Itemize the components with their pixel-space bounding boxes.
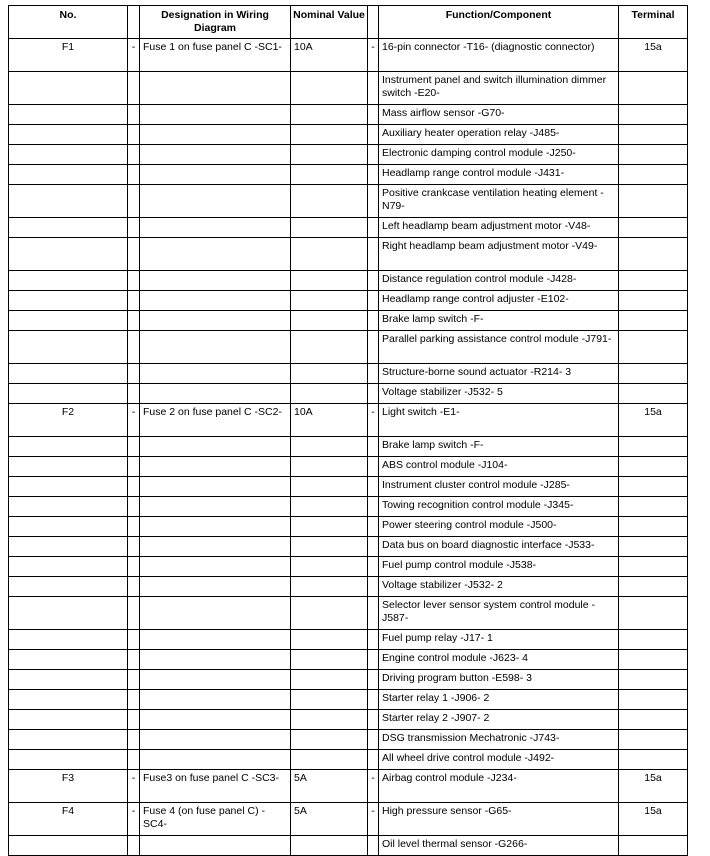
fuse-number-cell [9,185,128,218]
designation-cell [140,384,291,404]
dash-cell [128,271,140,291]
table-row [9,670,688,690]
fuse-number-cell [9,750,128,770]
header-nominal: Nominal Value [291,6,368,39]
designation-cell [140,364,291,384]
dash-cell [368,125,379,145]
terminal-cell [619,497,688,517]
fuse-number-cell [9,311,128,331]
designation-cell [140,557,291,577]
dash-cell [128,836,140,856]
dash-cell [368,185,379,218]
fuse-number-cell [9,517,128,537]
header-spacer [368,6,379,39]
fuse-number-cell [9,537,128,557]
nominal-value-cell [291,271,368,291]
terminal-cell [619,331,688,364]
nominal-value-cell [291,311,368,331]
designation-cell [140,145,291,165]
table-row [9,517,688,537]
dash-cell [128,331,140,364]
header-spacer [128,6,140,39]
designation-cell [140,72,291,105]
function-component-cell: High pressure sensor -G65- [379,803,619,836]
dash-cell [368,750,379,770]
fuse-number-cell [9,145,128,165]
function-component-cell: Instrument cluster control module -J285- [379,477,619,497]
function-component-cell: All wheel drive control module -J492- [379,750,619,770]
terminal-cell [619,185,688,218]
designation-cell [140,457,291,477]
designation-cell [140,750,291,770]
dash-cell [128,72,140,105]
nominal-value-cell [291,457,368,477]
dash-cell [368,497,379,517]
dash-cell [128,517,140,537]
dash-cell [128,125,140,145]
table-row [9,437,688,457]
table-row [9,331,688,364]
nominal-value-cell [291,630,368,650]
dash-cell [128,457,140,477]
function-component-cell: Right headlamp beam adjustment motor -V49- [379,238,619,271]
table-row [9,125,688,145]
dash-cell [368,630,379,650]
designation-cell [140,710,291,730]
dash-cell [128,437,140,457]
fuse-number-cell [9,497,128,517]
dash-cell [128,291,140,311]
nominal-value-cell [291,497,368,517]
dash-cell [128,630,140,650]
dash-cell [368,537,379,557]
fuse-number-cell: F2 [9,404,128,437]
dash-cell: - [128,770,140,803]
table-row [9,730,688,750]
terminal-cell [619,218,688,238]
function-component-cell: Positive crankcase ventilation heating element -N79- [379,185,619,218]
fuse-number-cell [9,710,128,730]
fuse-number-cell [9,72,128,105]
function-component-cell: Voltage stabilizer -J532- 5 [379,384,619,404]
function-component-cell: Structure-borne sound actuator -R214- 3 [379,364,619,384]
table-row [9,185,688,218]
dash-cell [368,730,379,750]
table-row [9,165,688,185]
designation-cell [140,650,291,670]
fuse-number-cell [9,238,128,271]
designation-cell [140,271,291,291]
function-component-cell: Left headlamp beam adjustment motor -V48- [379,218,619,238]
dash-cell [368,710,379,730]
designation-cell [140,331,291,364]
nominal-value-cell [291,238,368,271]
function-component-cell: Starter relay 2 -J907- 2 [379,710,619,730]
table-row [9,477,688,497]
dash-cell [128,557,140,577]
nominal-value-cell [291,165,368,185]
dash-cell [368,650,379,670]
nominal-value-cell [291,218,368,238]
designation-cell [140,517,291,537]
dash-cell: - [128,39,140,72]
function-component-cell: Oil level thermal sensor -G266- [379,836,619,856]
designation-cell [140,597,291,630]
dash-cell [128,730,140,750]
function-component-cell: Engine control module -J623- 4 [379,650,619,670]
terminal-cell [619,271,688,291]
terminal-cell [619,537,688,557]
designation-cell: Fuse3 on fuse panel C -SC3- [140,770,291,803]
terminal-cell [619,577,688,597]
terminal-cell: 15a [619,770,688,803]
fuse-number-cell [9,630,128,650]
function-component-cell: Distance regulation control module -J428- [379,271,619,291]
dash-cell [368,437,379,457]
dash-cell [368,364,379,384]
header-designation: Designation in Wiring Diagram [140,6,291,39]
terminal-cell [619,517,688,537]
fuse-number-cell [9,670,128,690]
table-row [9,72,688,105]
designation-cell [140,238,291,271]
dash-cell [368,165,379,185]
designation-cell [140,690,291,710]
dash-cell [368,577,379,597]
function-component-cell: Headlamp range control adjuster -E102- [379,291,619,311]
terminal-cell [619,105,688,125]
header-no: No. [9,6,128,39]
dash-cell [368,597,379,630]
designation-cell [140,537,291,557]
function-component-cell: Selector lever sensor system control module -J587- [379,597,619,630]
function-component-cell: Towing recognition control module -J345- [379,497,619,517]
nominal-value-cell [291,537,368,557]
dash-cell [368,836,379,856]
nominal-value-cell [291,384,368,404]
dash-cell [128,537,140,557]
dash-cell [128,690,140,710]
designation-cell [140,477,291,497]
nominal-value-cell: 5A [291,770,368,803]
dash-cell [128,477,140,497]
fuse-table [8,5,688,856]
function-component-cell: Brake lamp switch -F- [379,311,619,331]
dash-cell [128,165,140,185]
dash-cell [368,218,379,238]
nominal-value-cell [291,597,368,630]
nominal-value-cell [291,670,368,690]
fuse-number-cell [9,650,128,670]
designation-cell [140,311,291,331]
terminal-cell [619,836,688,856]
terminal-cell [619,311,688,331]
table-row [9,577,688,597]
dash-cell [368,271,379,291]
dash-cell [368,690,379,710]
function-component-cell: ABS control module -J104- [379,457,619,477]
terminal-cell [619,384,688,404]
table-row [9,271,688,291]
designation-cell: Fuse 2 on fuse panel C -SC2- [140,404,291,437]
dash-cell: - [368,404,379,437]
nominal-value-cell [291,650,368,670]
fuse-number-cell [9,477,128,497]
fuse-number-cell [9,218,128,238]
table-row [9,537,688,557]
dash-cell [368,517,379,537]
dash-cell [368,457,379,477]
fuse-number-cell [9,165,128,185]
dash-cell [368,105,379,125]
function-component-cell: Auxiliary heater operation relay -J485- [379,125,619,145]
designation-cell [140,630,291,650]
table-row [9,770,688,803]
function-component-cell: Fuel pump relay -J17- 1 [379,630,619,650]
dash-cell [368,311,379,331]
function-component-cell: Electronic damping control module -J250- [379,145,619,165]
designation-cell [140,125,291,145]
table-row [9,238,688,271]
dash-cell [368,384,379,404]
terminal-cell [619,165,688,185]
dash-cell [368,145,379,165]
designation-cell [140,497,291,517]
designation-cell: Fuse 4 (on fuse panel C) -SC4- [140,803,291,836]
fuse-number-cell [9,730,128,750]
nominal-value-cell [291,364,368,384]
function-component-cell: Parallel parking assistance control module -J791- [379,331,619,364]
dash-cell [128,650,140,670]
table-row [9,364,688,384]
table-row [9,836,688,856]
nominal-value-cell [291,185,368,218]
table-row [9,145,688,165]
function-component-cell: Brake lamp switch -F- [379,437,619,457]
nominal-value-cell [291,730,368,750]
nominal-value-cell [291,750,368,770]
designation-cell: Fuse 1 on fuse panel C -SC1- [140,39,291,72]
fuse-number-cell [9,105,128,125]
terminal-cell [619,125,688,145]
function-component-cell: DSG transmission Mechatronic -J743- [379,730,619,750]
terminal-cell [619,364,688,384]
terminal-cell: 15a [619,404,688,437]
fuse-number-cell: F3 [9,770,128,803]
nominal-value-cell [291,291,368,311]
function-component-cell: Driving program button -E598- 3 [379,670,619,690]
nominal-value-cell [291,710,368,730]
function-component-cell: Starter relay 1 -J906- 2 [379,690,619,710]
dash-cell [368,72,379,105]
dash-cell [128,577,140,597]
table-row [9,39,688,72]
terminal-cell: 15a [619,803,688,836]
header-function: Function/Component [379,6,619,39]
table-row [9,597,688,630]
dash-cell [368,238,379,271]
fuse-number-cell [9,125,128,145]
fuse-number-cell [9,331,128,364]
dash-cell [128,185,140,218]
designation-cell [140,670,291,690]
table-row [9,650,688,670]
nominal-value-cell [291,437,368,457]
terminal-cell [619,690,688,710]
fuse-number-cell [9,271,128,291]
dash-cell [128,497,140,517]
dash-cell [368,670,379,690]
terminal-cell [619,730,688,750]
fuse-number-cell [9,690,128,710]
dash-cell: - [368,770,379,803]
dash-cell [128,311,140,331]
nominal-value-cell [291,105,368,125]
nominal-value-cell [291,477,368,497]
terminal-cell [619,457,688,477]
fuse-number-cell [9,597,128,630]
function-component-cell: Headlamp range control module -J431- [379,165,619,185]
table-row [9,750,688,770]
header-terminal: Terminal [619,6,688,39]
nominal-value-cell [291,145,368,165]
terminal-cell [619,238,688,271]
nominal-value-cell [291,125,368,145]
table-row [9,690,688,710]
nominal-value-cell [291,836,368,856]
nominal-value-cell [291,690,368,710]
dash-cell [128,750,140,770]
dash-cell [128,105,140,125]
dash-cell [128,384,140,404]
nominal-value-cell: 10A [291,404,368,437]
function-component-cell: Mass airflow sensor -G70- [379,105,619,125]
terminal-cell [619,630,688,650]
fuse-number-cell: F4 [9,803,128,836]
terminal-cell: 15a [619,39,688,72]
terminal-cell [619,437,688,457]
fuse-number-cell [9,836,128,856]
function-component-cell: Airbag control module -J234- [379,770,619,803]
designation-cell [140,730,291,750]
nominal-value-cell [291,557,368,577]
dash-cell [368,557,379,577]
fuse-number-cell [9,291,128,311]
function-component-cell: Fuel pump control module -J538- [379,557,619,577]
dash-cell [128,670,140,690]
table-row [9,311,688,331]
fuse-number-cell [9,577,128,597]
terminal-cell [619,477,688,497]
dash-cell: - [128,404,140,437]
designation-cell [140,291,291,311]
designation-cell [140,577,291,597]
terminal-cell [619,145,688,165]
terminal-cell [619,710,688,730]
fuse-number-cell [9,457,128,477]
dash-cell [128,145,140,165]
terminal-cell [619,291,688,311]
designation-cell [140,105,291,125]
terminal-cell [619,670,688,690]
function-component-cell: Power steering control module -J500- [379,517,619,537]
dash-cell [128,218,140,238]
dash-cell [128,597,140,630]
function-component-cell: 16-pin connector -T16- (diagnostic connector) [379,39,619,72]
table-row [9,105,688,125]
nominal-value-cell [291,517,368,537]
fuse-number-cell [9,364,128,384]
dash-cell: - [368,803,379,836]
nominal-value-cell [291,577,368,597]
nominal-value-cell [291,72,368,105]
function-component-cell: Light switch -E1- [379,404,619,437]
table-row [9,384,688,404]
designation-cell [140,437,291,457]
terminal-cell [619,597,688,630]
fuse-number-cell [9,437,128,457]
table-row [9,457,688,477]
nominal-value-cell [291,331,368,364]
table-row [9,803,688,836]
header-row [9,6,688,39]
table-row [9,630,688,650]
designation-cell [140,185,291,218]
terminal-cell [619,650,688,670]
dash-cell [368,477,379,497]
terminal-cell [619,750,688,770]
terminal-cell [619,72,688,105]
table-row [9,497,688,517]
dash-cell: - [368,39,379,72]
designation-cell [140,165,291,185]
fuse-number-cell [9,384,128,404]
dash-cell [128,364,140,384]
terminal-cell [619,557,688,577]
dash-cell [368,291,379,311]
nominal-value-cell: 10A [291,39,368,72]
designation-cell [140,836,291,856]
function-component-cell: Instrument panel and switch illumination dimmer switch -E20- [379,72,619,105]
dash-cell [128,238,140,271]
table-row [9,710,688,730]
designation-cell [140,218,291,238]
function-component-cell: Voltage stabilizer -J532- 2 [379,577,619,597]
table-row [9,557,688,577]
function-component-cell: Data bus on board diagnostic interface -J533- [379,537,619,557]
table-row [9,291,688,311]
fuse-number-cell [9,557,128,577]
table-row [9,404,688,437]
nominal-value-cell: 5A [291,803,368,836]
dash-cell: - [128,803,140,836]
dash-cell [368,331,379,364]
fuse-number-cell: F1 [9,39,128,72]
dash-cell [128,710,140,730]
table-row [9,218,688,238]
